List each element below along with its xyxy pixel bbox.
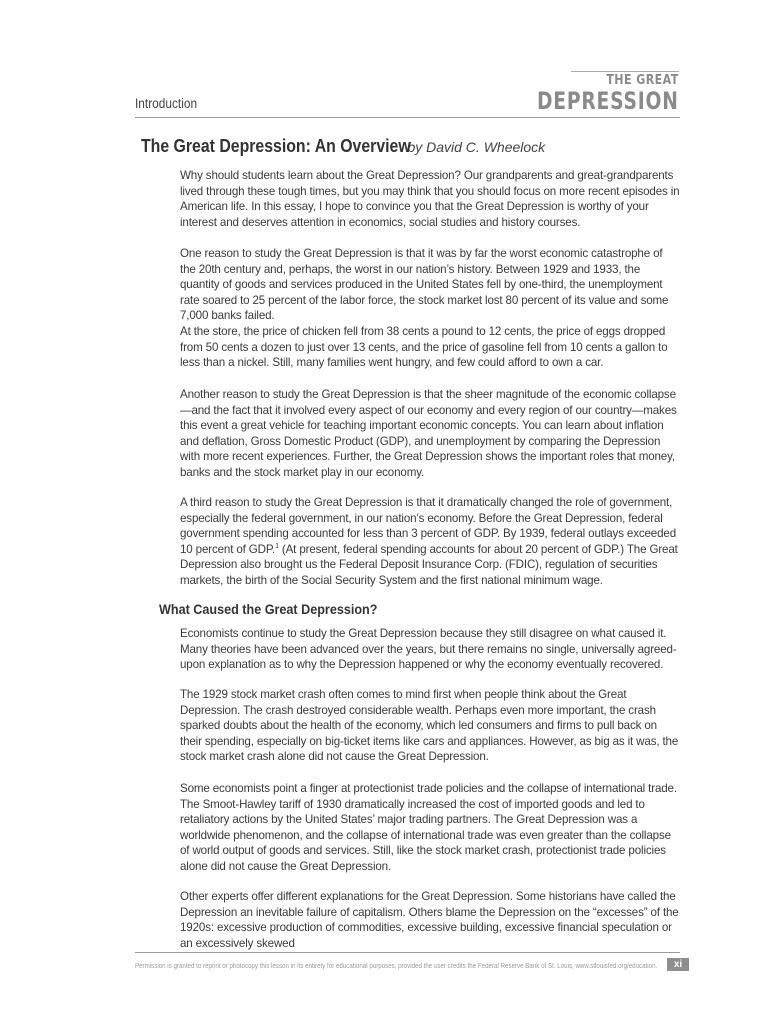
- great-depression-logo: [497, 74, 679, 114]
- article-title: [141, 136, 545, 157]
- header-rule: [135, 117, 680, 118]
- logo-small-text: THE GREAT: [606, 73, 679, 88]
- page-number: xi: [667, 958, 689, 971]
- section-heading: What Caused the Great Depression?: [159, 601, 378, 617]
- paragraph-6: Economists continue to study the Great Depression because they still disagree on what caused it. Many theories have been advanced over the years, but there remains no single, universally agreed-upon explanation as to why the Depression happened or why the economy eventually recovered.: [180, 627, 677, 672]
- paragraph-1: Why should students learn about the Great Depression? Our grandparents and great-grandparents lived through these tough times, but you may think that you should focus on more recent episodes in American life. In this essay, I hope to convince you that the Great Depression is worthy of your interest and deserves attention in economics, social studies and history courses.: [180, 169, 680, 229]
- footer-rule: [135, 952, 680, 953]
- paragraph-5-part-a: A third reason to study the Great Depression is that it dramatically changed the role of government, especially the federal government, in our nation’s economy. Before the Great Depression, federal government spending accounted for less than 3 percent of GDP. By 1939, federal outlays exceeded 10 percent of GDP.: [180, 496, 676, 556]
- title-main: The Great Depression: An Overview: [141, 136, 411, 156]
- paragraph-5: [180, 495, 680, 589]
- paragraph-9: Other experts offer different explanations for the Great Depression. Some historians have called the Depression an inevitable failure of capitalism. Others blame the Depression on the “excesses” of the 1920s: excessive production of commodities, excessive building, excessive financial speculation or an excessively skewed: [180, 890, 679, 950]
- section-label: Introduction: [135, 96, 198, 111]
- permission-notice: Permission is granted to reprint or photocopy this lesson in its entirety for educational purposes, provided the user credits the Federal Reserve Bank of St. Louis, www.stlouisfed.org/education.: [135, 961, 658, 970]
- footnote-marker: 1: [275, 542, 279, 550]
- paragraph-7: The 1929 stock market crash often comes to mind first when people think about the Great Depression. The crash destroyed considerable wealth. Perhaps even more important, the crash sparked doubts about the health of the economy, which led consumers and firms to pull back on their spending, especially on big-ticket items like cars and appliances. However, as big as it was, the stock market crash alone did not cause the Great Depression.: [180, 688, 679, 764]
- paragraph-5-part-b: (At present, federal spending accounts for about 20 percent of GDP.) The Great Depression also brought us the Federal Deposit Insurance Corp. (FDIC), regulation of securities markets, the birth of the Social Security System and the first national minimum wage.: [180, 542, 678, 587]
- paragraph-2: One reason to study the Great Depression is that it was by far the worst economic catastrophe of the 20th century and, perhaps, the worst in our nation’s history. Between 1929 and 1933, the quantity of goods and services produced in the United States fell by one-third, the unemployment rate soared to 25 percent of the labor force, the stock market lost 80 percent of its value and some 7,000 banks failed.: [180, 247, 669, 323]
- logo-big-text: DEPRESSION: [537, 87, 679, 115]
- paragraph-8: Some economists point a finger at protectionist trade policies and the collapse of international trade. The Smoot-Hawley tariff of 1930 dramatically increased the cost of imported goods and led to retaliatory actions by the United States’ major trading partners. The Great Depression was a worldwide phenomenon, and the collapse of international trade was even greater than the collapse of world output of goods and services. Still, like the stock market crash, protectionist trade policies alone did not cause the Great Depression.: [180, 782, 677, 873]
- paragraph-4: Another reason to study the Great Depression is that the sheer magnitude of the economic collapse—and the fact that it involved every aspect of our economy and every region of our country—makes this event a great vehicle for teaching important economic concepts. You can learn about inflation and deflation, Gross Domestic Product (GDP), and unemployment by comparing the Depression with more recent experiences. Further, the Great Depression shows the important roles that money, banks and the stock market play in our economy.: [180, 388, 677, 479]
- title-byline: by David C. Wheelock: [407, 139, 546, 155]
- paragraph-3: At the store, the price of chicken fell from 38 cents a pound to 12 cents, the price of eggs dropped from 50 cents a dozen to just over 13 cents, and the price of gasoline fell from 10 cents a gallon to less than a nickel. Still, many families went hungry, and few could afford to own a car.: [180, 325, 668, 370]
- header-top-rule: [571, 71, 679, 72]
